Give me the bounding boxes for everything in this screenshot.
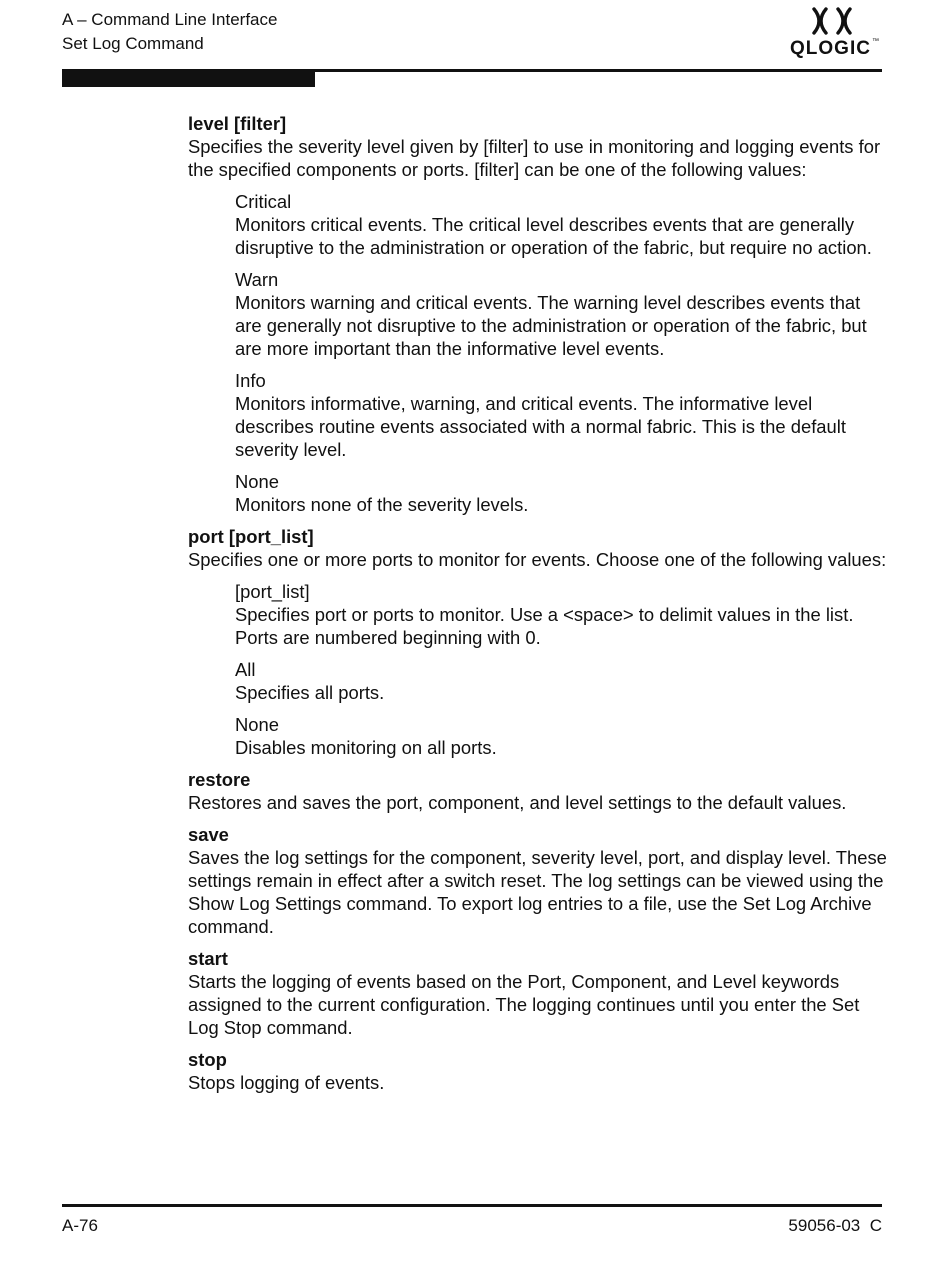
keyword-term: port [port_list] [188,526,314,547]
value-option [235,190,888,259]
document-id: 59056-03 C [788,1216,882,1235]
keyword-term: level [filter] [188,113,287,134]
value-option [235,268,888,360]
keyword-description: Stops logging of events. [188,1072,385,1093]
keyword-term: save [188,824,229,845]
value-option-description: Monitors warning and critical events. The warning level describes events that are generally not disruptive to the administration or operation of the fabric, but are more important than the informative level events. [235,292,867,359]
keyword-description: Saves the log settings for the component, severity level, port, and display level. These settings remain in effect after a switch reset. The log settings can be viewed using the Show Log Settings command. To export log entries to a file, use the Set Log Archive command. [188,847,887,937]
running-header-chapter: A – Command Line Interface [62,10,278,29]
value-option [235,369,888,461]
value-option-description: Monitors critical events. The critical level describes events that are generally disruptive to the administration or operation of the fabric, but require no action. [235,214,872,258]
qlogic-mark-icon [810,6,854,36]
footer-rule [62,1204,882,1207]
value-option-description: Specifies port or ports to monitor. Use a <space> to delimit values in the list. Ports are numbered beginning with 0. [235,604,854,648]
value-option [235,658,888,704]
logo-wordmark: QLOGIC [790,38,871,59]
main-content [188,112,888,1094]
value-option-description: Monitors none of the severity levels. [235,494,529,515]
value-option [235,713,888,759]
value-option-description: Disables monitoring on all ports. [235,737,497,758]
qlogic-logo [786,4,882,64]
value-option-term: All [235,659,256,680]
keyword-term: restore [188,769,251,790]
keyword-description: Specifies the severity level given by [filter] to use in monitoring and logging events for the specified components or ports. [filter] can be one of the following values: [188,136,881,180]
keyword-term: start [188,948,228,969]
page-number: A-76 [62,1216,98,1235]
value-option-term: Info [235,370,266,391]
value-option-term: None [235,714,279,735]
value-option-description: Monitors informative, warning, and critical events. The informative level describes routine events associated with a normal fabric. This is the default severity level. [235,393,846,460]
trademark-symbol: ™ [871,38,880,45]
value-option-term: None [235,471,279,492]
keyword-description: Starts the logging of events based on the Port, Component, and Level keywords assigned to the current configuration. The logging continues until you enter the Set Log Stop command. [188,971,860,1038]
value-option-term: Warn [235,269,279,290]
value-option-term: [port_list] [235,581,310,602]
keyword-term: stop [188,1049,227,1070]
value-option-description: Specifies all ports. [235,682,385,703]
keyword-description: Restores and saves the port, component, and level settings to the default values. [188,792,847,813]
value-option [235,470,888,516]
value-option [235,580,888,649]
header-tab-bar [62,72,315,87]
value-option-term: Critical [235,191,292,212]
running-header-section: Set Log Command [62,34,204,53]
keyword-description: Specifies one or more ports to monitor for events. Choose one of the following values: [188,549,887,570]
